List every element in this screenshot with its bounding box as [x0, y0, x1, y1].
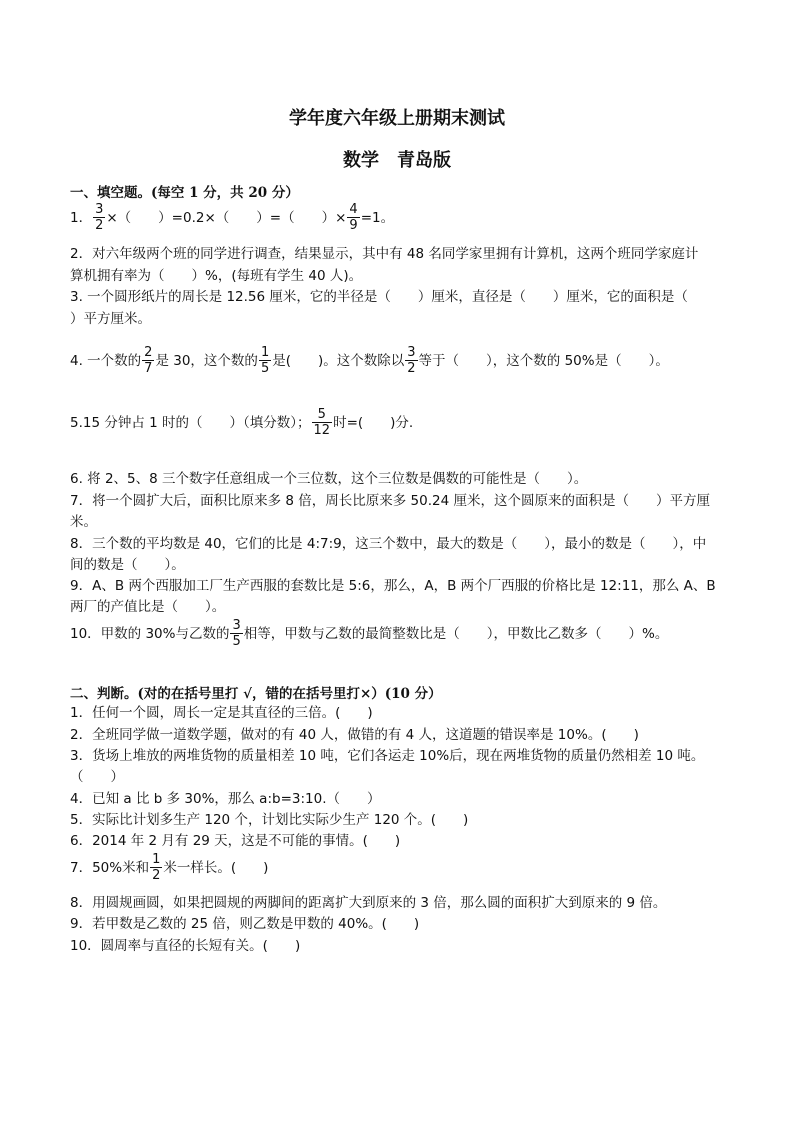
q-text: 是( )。这个数除以	[272, 352, 405, 369]
q-text: 时=( )分.	[333, 414, 414, 431]
numerator: 2	[144, 345, 153, 360]
question-1-7a: 7．将一个圆扩大后，面积比原来多 8 倍，周长比原来多 50.24 厘米，这个圆原来的面积是（ ）平方厘	[70, 493, 710, 509]
numerator: 3	[407, 345, 416, 360]
question-1-9b: 两厂的产值比是（ ）。	[70, 599, 226, 615]
question-2-7	[70, 852, 730, 883]
numerator: 5	[317, 407, 326, 422]
numerator: 4	[349, 202, 358, 217]
denominator: 5	[232, 634, 241, 649]
question-2-6: 6．2014 年 2 月有 29 天，这是不可能的事情。( )	[70, 833, 401, 849]
fraction	[230, 618, 242, 649]
fraction	[150, 852, 162, 883]
denominator: 5	[260, 361, 270, 376]
fraction	[347, 202, 359, 233]
q-text: 等于（ ），这个数的 50%是（ ）。	[418, 352, 669, 369]
question-2-9: 9．若甲数是乙数的 25 倍，则乙数是甲数的 40%。( )	[70, 916, 420, 932]
q-text: 7．50%米和	[70, 859, 150, 876]
page-subtitle: 数学 青岛版	[343, 150, 451, 171]
question-1-1	[70, 202, 730, 233]
question-1-3b: ）平方厘米。	[70, 311, 151, 327]
fraction	[142, 345, 154, 376]
fraction	[93, 202, 105, 233]
numerator: 3	[95, 202, 104, 217]
fraction	[259, 345, 271, 376]
denominator: 2	[95, 218, 104, 233]
question-2-10: 10．圆周率与直径的长短有关。( )	[70, 938, 301, 954]
fraction	[312, 407, 333, 438]
question-2-4: 4．已知 a 比 b 多 30%，那么 a:b=3:10.（ ）	[70, 791, 381, 807]
numerator: 3	[232, 618, 241, 633]
q-text: 是 30，这个数的	[155, 352, 258, 369]
question-1-7b: 米。	[70, 514, 97, 530]
question-2-2: 2．全班同学做一道数学题，做对的有 40 人，做错的有 4 人，这道题的错误率是 10%。( )	[70, 727, 639, 743]
question-2-5: 5．实际比计划多生产 120 个，计划比实际少生产 120 个。( )	[70, 812, 469, 828]
q-text: 相等，甲数与乙数的最简整数比是（ ），甲数比乙数多（ ）%。	[243, 625, 669, 642]
question-1-9a: 9．A、B 两个西服加工厂生产西服的套数比是 5:6，那么，A，B 两个厂西服的价格比是 12:11，那么 A、B	[70, 578, 716, 594]
question-2-1: 1．任何一个圆，周长一定是其直径的三倍。( )	[70, 705, 373, 721]
question-2-3b: （ ）	[70, 769, 124, 785]
section1-heading: 一、填空题。(每空 1 分，共 20 分）	[70, 185, 299, 201]
fraction	[405, 345, 417, 376]
denominator: 9	[349, 218, 358, 233]
question-1-10	[70, 618, 730, 649]
q-text: 1．	[70, 209, 93, 226]
denominator: 7	[144, 361, 153, 376]
q-text: 米一样长。( )	[163, 859, 269, 876]
numerator: 1	[152, 852, 161, 867]
question-1-8a: 8．三个数的平均数是 40，它们的比是 4:7:9，这三个数中，最大的数是（ ），最小的数是（ ），中	[70, 536, 707, 552]
page-title: 学年度六年级上册期末测试	[289, 108, 505, 129]
q-text: 4. 一个数的	[70, 352, 142, 369]
question-2-3a: 3．货场上堆放的两堆货物的质量相差 10 吨，它们各运走 10%后，现在两堆货物的质量仍然相差 10 吨。	[70, 748, 705, 764]
question-2-8: 8．用圆规画圆，如果把圆规的两脚间的距离扩大到原来的 3 倍，那么圆的面积扩大到原来的 9 倍。	[70, 895, 667, 911]
section2-heading: 二、判断。(对的在括号里打 √，错的在括号里打×）(10 分）	[70, 686, 442, 702]
question-1-4	[70, 345, 730, 376]
question-1-5	[70, 407, 730, 438]
denominator: 2	[407, 361, 416, 376]
q-text: 5.15 分钟占 1 时的（ ）（填分数）；	[70, 414, 311, 431]
question-1-8b: 间的数是（ ）。	[70, 557, 185, 573]
denominator: 12	[313, 423, 331, 438]
question-1-3a: 3. 一个圆形纸片的周长是 12.56 厘米，它的半径是（ ）厘米，直径是（ ）厘米，它的面积是（	[70, 289, 688, 305]
q-text: =1。	[360, 209, 395, 226]
question-1-2b: 算机拥有率为（ ）%，(每班有学生 40 人)。	[70, 268, 363, 284]
q-text: ×（ ）=0.2×（ ）=（ ）×	[106, 209, 347, 226]
q-text: 10．甲数的 30%与乙数的	[70, 625, 230, 642]
question-1-2a: 2．对六年级两个班的同学进行调查，结果显示，其中有 48 名同学家里拥有计算机，这两个班同学家庭计	[70, 246, 699, 262]
numerator: 1	[260, 345, 270, 360]
question-1-6: 6. 将 2、5、8 三个数字任意组成一个三位数，这个三位数是偶数的可能性是（ ）。	[70, 471, 588, 487]
denominator: 2	[152, 868, 161, 883]
